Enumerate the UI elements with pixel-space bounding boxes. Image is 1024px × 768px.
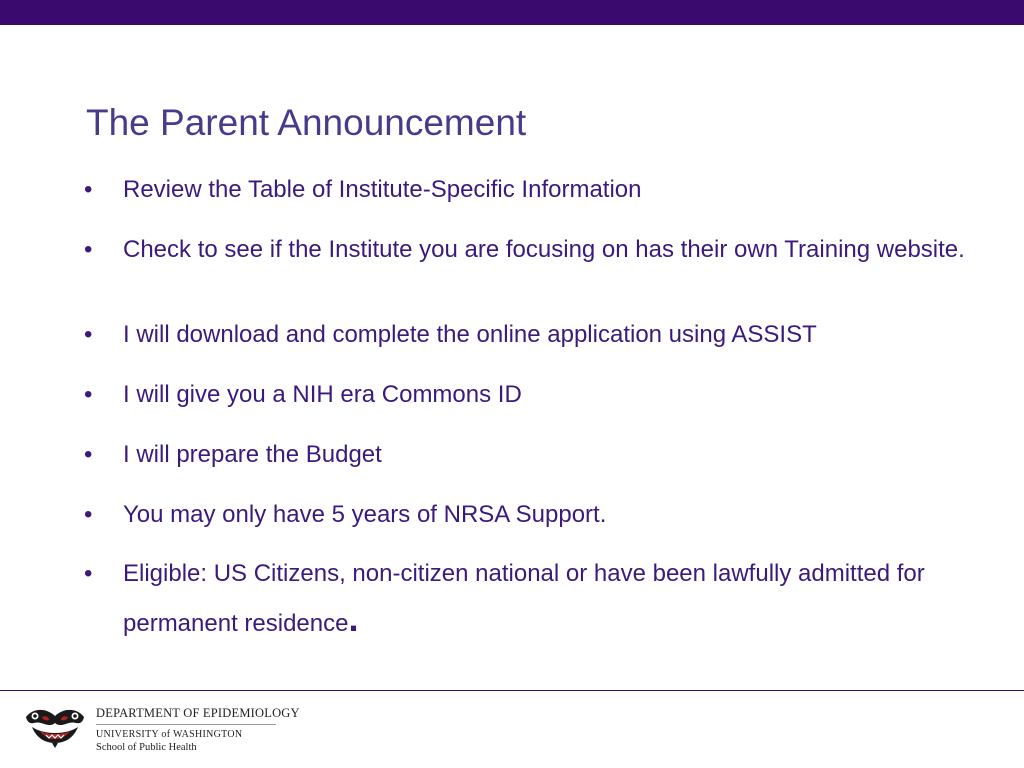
- bullet-icon: •: [84, 560, 93, 587]
- bullet-icon: •: [84, 441, 93, 468]
- bullet-text: I will give you a NIH era Commons ID: [123, 381, 522, 408]
- bullet-text: I will prepare the Budget: [123, 441, 382, 468]
- bullet-icon: •: [84, 501, 93, 528]
- slide-title: The Parent Announcement: [86, 102, 527, 143]
- bullet-text: [123, 549, 973, 649]
- bullet-icon: •: [84, 381, 93, 408]
- footer-divider: [0, 690, 1024, 691]
- bullet-icon: •: [84, 236, 93, 263]
- salmon-logo-icon: [22, 703, 88, 749]
- bullet-text: Review the Table of Institute-Specific Information: [123, 176, 642, 203]
- bullet-icon: •: [84, 176, 93, 203]
- bullet-text: You may only have 5 years of NRSA Support.: [123, 501, 607, 528]
- top-bar: [0, 0, 1024, 25]
- bullet-text: I will download and complete the online application using ASSIST: [123, 321, 817, 348]
- school-name: School of Public Health: [96, 742, 197, 753]
- department-name: DEPARTMENT OF EPIDEMIOLOGY: [96, 706, 300, 720]
- bullet-text-main: Eligible: US Citizens, non-citizen national or have been lawfully admitted for permanent residence: [123, 560, 925, 637]
- bullet-text: Check to see if the Institute you are focusing on has their own Training website.: [123, 236, 965, 263]
- footer-logo-divider: [96, 724, 276, 725]
- bullet-icon: •: [84, 321, 93, 348]
- bullet-period: .: [348, 598, 359, 639]
- university-name: UNIVERSITY of WASHINGTON: [96, 729, 243, 740]
